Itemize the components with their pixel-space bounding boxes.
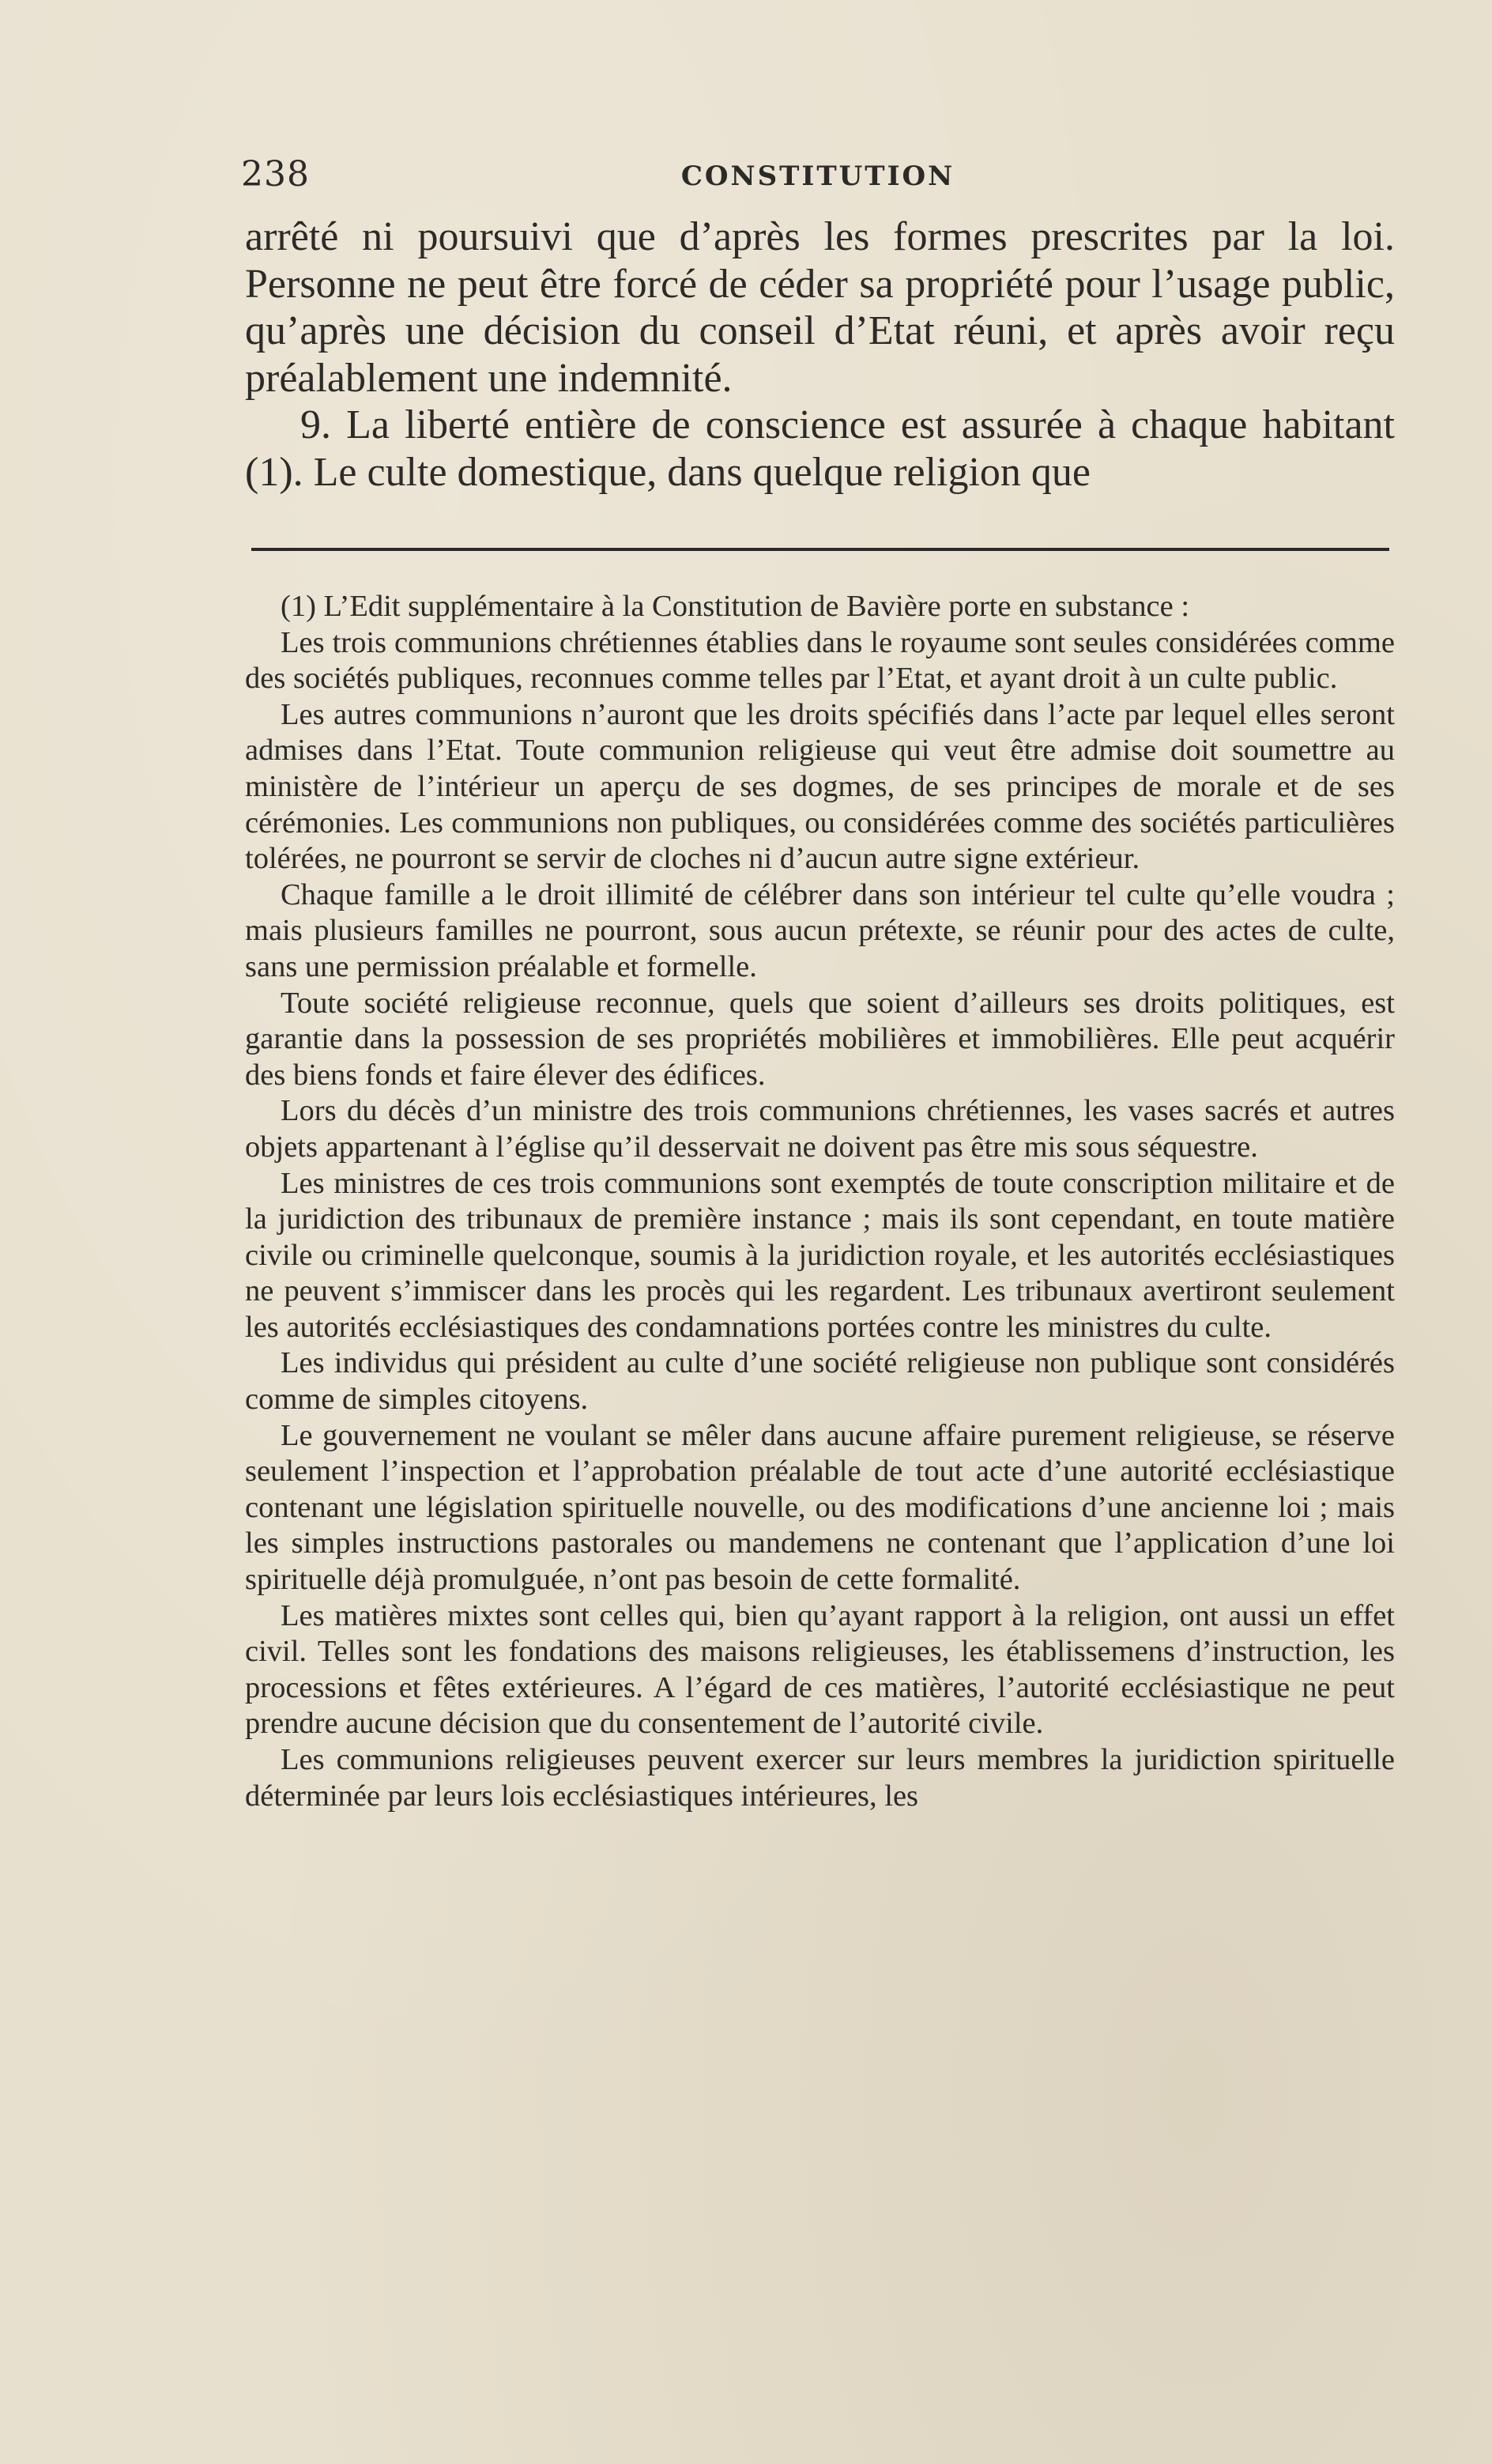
main-paragraph-continued: arrêté ni poursuivi que d’après les formes prescrites par la loi. Personne ne peut être forcé de céder sa propriété pour l’usage public, qu’après une décision du conseil d’Etat réuni, et après avoir reçu préalablement une indemnité. (245, 214, 1395, 401)
footnote-paragraph: Lors du décès d’un ministre des trois communions chrétiennes, les vases sacrés et autres objets appartenant à l’église qu’il desservait ne doivent pas être mis sous séquestre. (245, 1094, 1395, 1164)
page-number: 238 (241, 154, 310, 194)
footnote-paragraph: Les communions religieuses peuvent exercer sur leurs membres la juridiction spirituelle déterminée par leurs lois ecclésiastiques intérieures, les (245, 1743, 1395, 1813)
footnote-paragraph: Les ministres de ces trois communions sont exemptés de toute conscription militaire et de la juridiction des tribunaux de première instance ; mais ils sont cependant, en toute matière civile ou criminelle quelconque, soumis à la juridiction royale, et les autorités ecclésiastiques ne peuvent s’immiscer dans les procès qui les regardent. Les tribunaux avertiront seulement les autorités ecclésiastiques des condamnations portées contre les ministres du culte. (245, 1166, 1395, 1344)
footnote-paragraph: Les trois communions chrétiennes établies dans le royaume sont seules considérées comme des sociétés publiques, reconnues comme telles par l’Etat, et ayant droit à un culte public. (245, 625, 1395, 696)
page-header (241, 154, 1395, 202)
main-text (245, 213, 1395, 496)
footnote-paragraph: Toute société religieuse reconnue, quels que soient d’ailleurs ses droits politiques, est garantie dans la possession de ses propriétés mobilières et immobilières. Elle peut acquérir des biens fonds et faire élever des édifices. (245, 986, 1395, 1092)
main-paragraph-article-9: 9. La liberté entière de conscience est assurée à chaque habitant (1). Le culte domestique, dans quelque religion que (245, 402, 1395, 495)
footnote-intro: (1) L’Edit supplémentaire à la Constitution de Bavière porte en substance : (281, 590, 1190, 623)
footnote-paragraph: Chaque famille a le droit illimité de célébrer dans son intérieur tel culte qu’elle voudra ; mais plusieurs familles ne pourront, sous aucun prétexte, se réunir pour des actes de culte, sans une permission préalable et formelle. (245, 877, 1395, 983)
footnote-paragraph: Les autres communions n’auront que les droits spécifiés dans l’acte par lequel elles seront admises dans l’Etat. Toute communion religieuse qui veut être admise doit soumettre au ministère de l’intérieur un aperçu de ses dogmes, de ses principes de morale et de ses cérémonies. Les communions non publiques, ou considérées comme des sociétés particulières tolérées, ne pourront se servir de cloches ni d’aucun autre signe extérieur. (245, 697, 1395, 876)
footnote-separator-rule (251, 548, 1389, 551)
footnote-paragraph: Les individus qui président au culte d’une société religieuse non publique sont considérés comme de simples citoyens. (245, 1346, 1395, 1417)
footnote-paragraph: Le gouvernement ne voulant se mêler dans aucune affaire purement religieuse, se réserve seulement l’inspection et l’approbation préalable de tout acte d’une autorité ecclésiastique contenant une législation spirituelle nouvelle, ou des modifications d’une ancienne loi ; mais les simples instructions pastorales ou mandemens ne contenant que l’application d’une loi spirituelle déjà promulguée, n’ont pas besoin de cette formalité. (245, 1418, 1395, 1597)
running-title: CONSTITUTION (680, 160, 955, 192)
footnote-paragraph: Les matières mixtes sont celles qui, bien qu’ayant rapport à la religion, ont aussi un effet civil. Telles sont les fondations des maisons religieuses, les établissemens d’instruction, les processions et fêtes extérieures. A l’égard de ces matières, l’autorité ecclésiastique ne peut prendre aucune décision que du consentement de l’autorité civile. (245, 1598, 1395, 1741)
footnotes (245, 589, 1395, 1814)
